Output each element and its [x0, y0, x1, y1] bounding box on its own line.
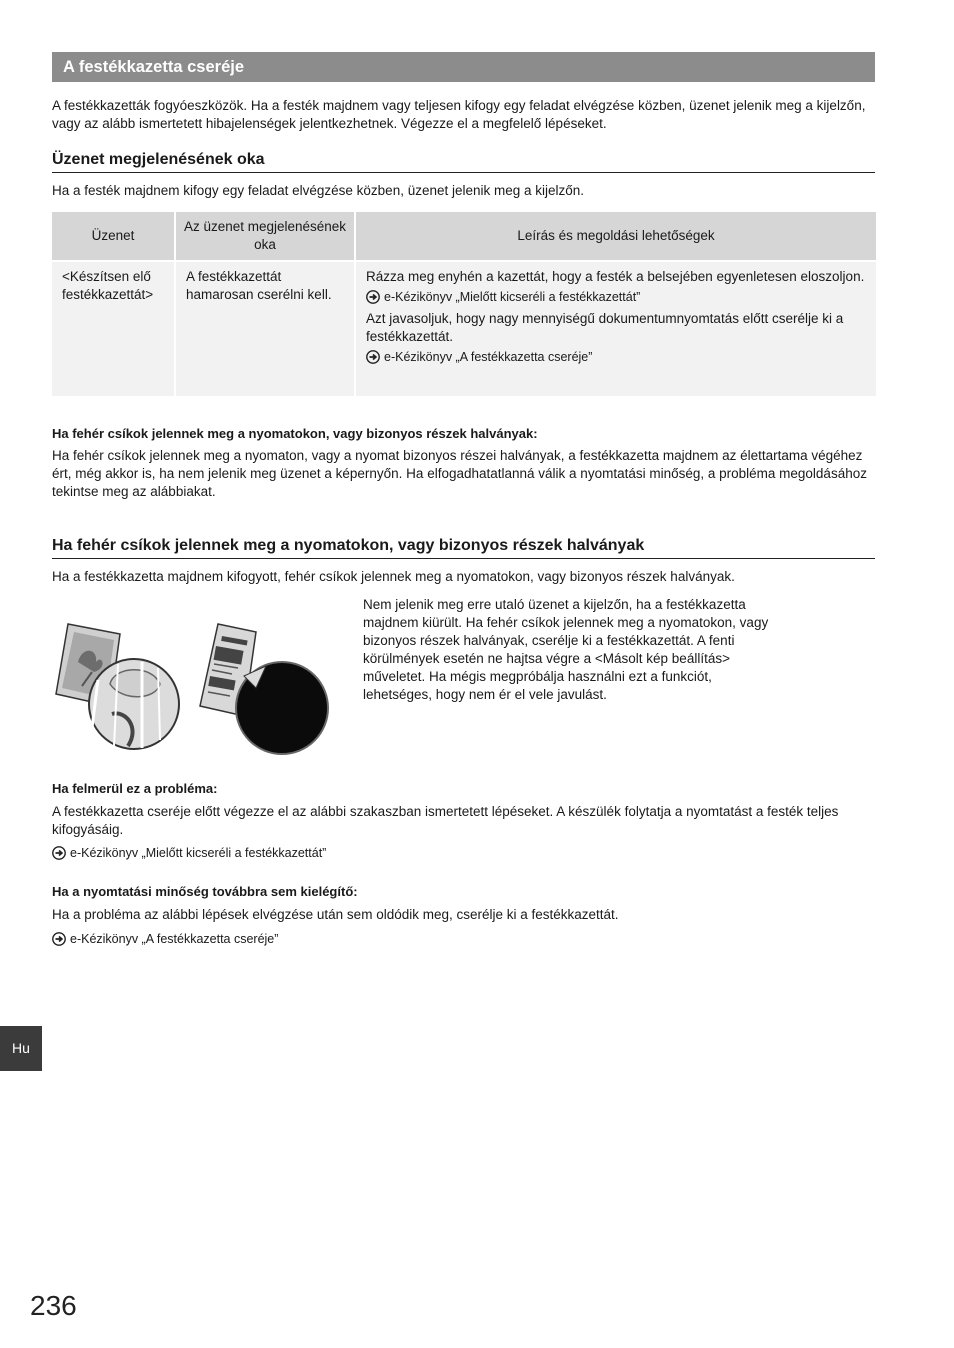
problem-manual-reference-label: e-Kézikönyv „Mielőtt kicseréli a festékkazettát”	[70, 846, 327, 860]
page-number: 236	[30, 1290, 77, 1321]
section-title: A festékkazetta cseréje	[52, 52, 875, 82]
table-row	[52, 261, 876, 396]
description-text-1: Rázza meg enyhén a kazettát, hogy a festék a belsejében egyenletesen eloszoljon.	[366, 269, 865, 284]
quality-manual-reference[interactable]	[52, 931, 278, 947]
description-text-2: Azt javasoljuk, hogy nagy mennyiségű dokumentumnyomtatás előtt cserélje ki a festékkazettát.	[366, 311, 844, 344]
streaks-side-text: Nem jelenik meg erre utaló üzenet a kijelzőn, ha a festékkazetta majdnem kiürült. Ha fehér csíkok jelennek meg a nyomatokon, vagy bizonyos részek halványak, cserélje ki a festékkazettát. A fenti körülmények esetén ne hajtsa végre a <Másolt kép beállítás> műveletet. Ha mégis megpróbálja használni ezt a funkciót, lehetséges, hogy nem ér el vele javulást.	[363, 597, 769, 702]
table-header-description: Leírás és megoldási lehetőségek	[355, 212, 876, 261]
manual-reference-1-label: e-Kézikönyv „Mielőtt kicseréli a festékkazettát”	[384, 290, 641, 304]
faded-text-print-illustration	[200, 624, 328, 754]
arrow-circle-icon	[52, 846, 66, 860]
arrow-circle-icon	[366, 290, 380, 304]
manual-reference-1[interactable]	[366, 289, 866, 305]
faded-photo-print-illustration	[56, 624, 179, 749]
arrow-circle-icon	[52, 932, 66, 946]
table-header-cause: Az üzenet megjelenésének oka	[175, 212, 355, 261]
cell-description	[355, 261, 876, 396]
cell-message: <Készítsen elő festékkazettát>	[52, 261, 175, 396]
streaks-note-heading: Ha fehér csíkok jelennek meg a nyomatokon, vagy bizonyos részek halványak:	[52, 426, 538, 441]
quality-heading: Ha a nyomtatási minőség továbbra sem kielégítő:	[52, 884, 358, 899]
language-tab: Hu	[0, 1026, 42, 1071]
quality-manual-reference-label: e-Kézikönyv „A festékkazetta cseréje”	[70, 932, 279, 946]
table-header-row	[52, 212, 876, 261]
message-table	[52, 212, 876, 396]
problem-heading: Ha felmerül ez a probléma:	[52, 781, 218, 796]
problem-text: A festékkazetta cseréje előtt végezze el az alábbi szakaszban ismertetett lépéseket. A készülék folytatja a nyomtatást a festék teljes kifogyásáig.	[52, 804, 839, 837]
streaks-section-heading: Ha fehér csíkok jelennek meg a nyomatokon, vagy bizonyos részek halványak	[52, 537, 875, 559]
problem-manual-reference[interactable]	[52, 845, 326, 861]
arrow-circle-icon	[366, 350, 380, 364]
streaks-section-text: Ha a festékkazetta majdnem kifogyott, fehér csíkok jelennek meg a nyomatokon, vagy bizonyos részek halványak.	[52, 569, 735, 584]
streaks-note-text: Ha fehér csíkok jelennek meg a nyomaton, vagy a nyomat bizonyos részei halványak, a festékkazetta majdnem az élettartama végéhez ért, még akkor is, ha nem jelenik meg üzenet a képernyőn. Ha elfogadhatatlanná válik a nyomtatási minőség, a probléma megoldásához tekintse meg az alábbiakat.	[52, 448, 867, 499]
table-header-message: Üzenet	[52, 212, 175, 261]
manual-reference-2-label: e-Kézikönyv „A festékkazetta cseréje”	[384, 350, 593, 364]
manual-reference-2[interactable]	[366, 349, 866, 365]
intro-paragraph: A festékkazetták fogyóeszközök. Ha a festék majdnem vagy teljesen kifogy egy feladat elvégzése közben, üzenet jelenik meg a kijelzőn, vagy az alább ismertetett hibajelenségek jelentkezhetnek. Végezze el a megfelelő lépéseket.	[52, 98, 866, 131]
quality-text: Ha a probléma az alábbi lépések elvégzése után sem oldódik meg, cserélje ki a festékkazettát.	[52, 907, 619, 922]
message-section-text: Ha a festék majdnem kifogy egy feladat elvégzése közben, üzenet jelenik meg a kijelzőn.	[52, 183, 585, 198]
message-section-heading: Üzenet megjelenésének oka	[52, 151, 875, 173]
print-quality-illustration	[52, 618, 337, 758]
cell-cause: A festékkazettát hamarosan cserélni kell.	[175, 261, 355, 396]
